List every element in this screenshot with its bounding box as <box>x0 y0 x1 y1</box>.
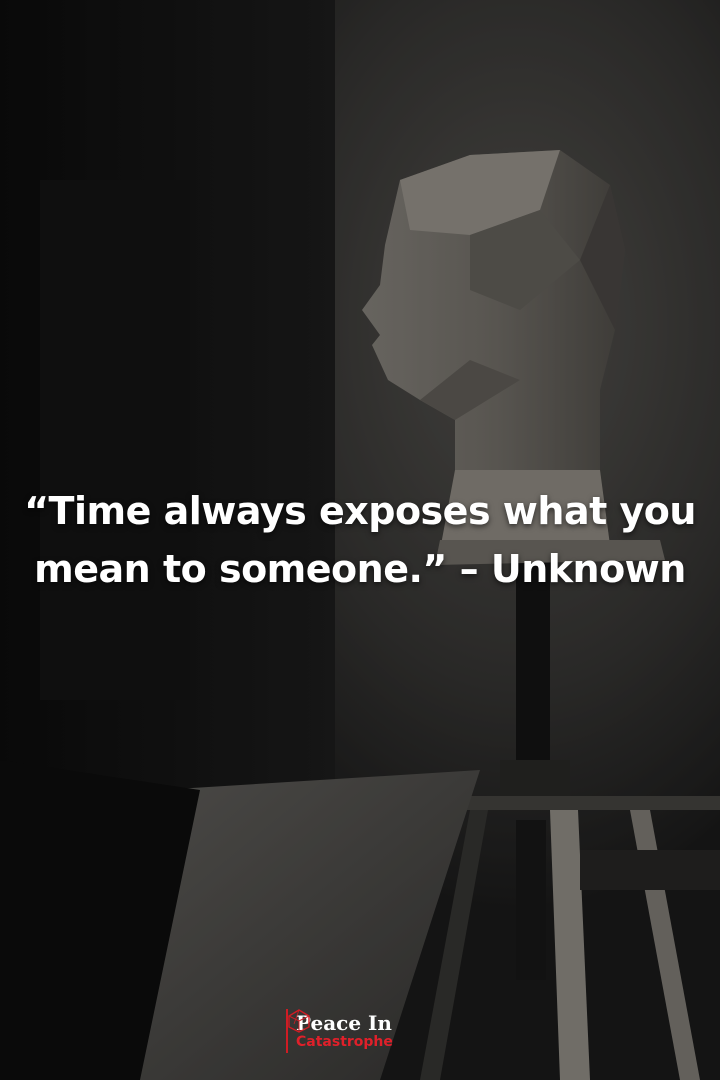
geometric-rose-icon <box>286 1008 312 1034</box>
brand-name: Peace In <box>296 1011 392 1035</box>
brand-tagline: Catastrophe <box>296 1034 393 1050</box>
brand-logo <box>286 1008 393 1054</box>
quote-text <box>0 482 720 598</box>
quote-line-1: “Time always exposes what you <box>24 489 696 533</box>
quote-line-2: mean to someone.” – Unknown <box>34 547 686 591</box>
